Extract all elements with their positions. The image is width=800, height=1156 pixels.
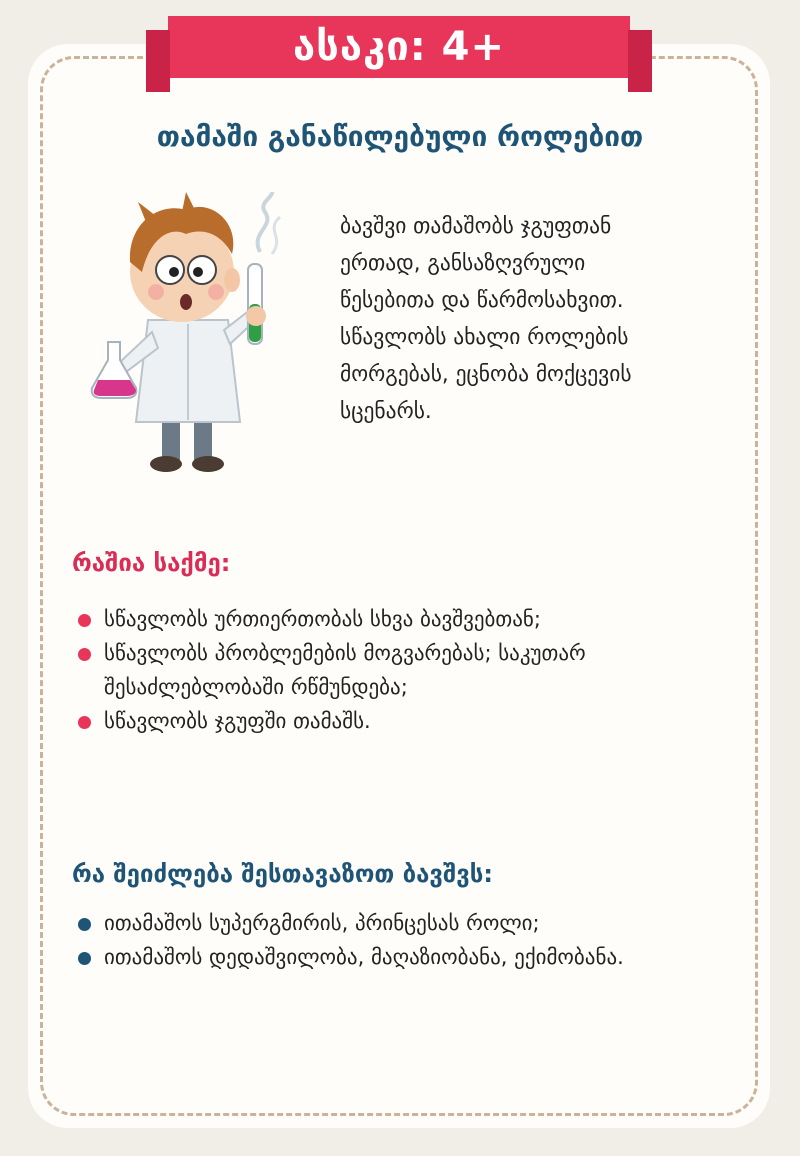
description-line: ერთად, განსაზღვრული <box>340 251 586 276</box>
list-item: სწავლობს პრობლემების მოგვარებას; საკუთარ შესაძლებლობაში რწმუნდება; <box>72 636 762 704</box>
list-item: ითამაშოს დედაშვილობა, მაღაზიობანა, ექიმობანა. <box>72 940 762 974</box>
age-ribbon-wrap <box>0 0 800 110</box>
description-line: წესებითა და წარმოსახვით. <box>340 288 624 313</box>
description-line: სწავლობს ახალი როლების <box>340 325 629 350</box>
help-heading: რა შეიძლება შესთავაზოთ ბავშვს: <box>72 860 493 888</box>
list-item: ითამაშოს სუპერგმირის, პრინცესას როლი; <box>72 906 762 940</box>
description <box>340 208 750 430</box>
bullet-dot-icon <box>78 716 91 729</box>
page-title: თამაში განაწილებული როლებით <box>156 120 644 153</box>
bullet-dot-icon <box>78 918 91 931</box>
scientist-child-illustration <box>90 192 320 484</box>
description-line: მორგებას, ეცნობა მოქცევის <box>340 362 632 387</box>
bullet-dot-icon <box>78 614 91 627</box>
skills-list <box>72 602 762 738</box>
description-line: ბავშვი თამაშობს ჯგუფთან <box>340 214 612 239</box>
list-item: სწავლობს ჯგუფში თამაშს. <box>72 704 762 738</box>
bullet-dot-icon <box>78 952 91 965</box>
age-ribbon <box>168 16 630 78</box>
bullet-dot-icon <box>78 648 91 661</box>
list-item: სწავლობს ურთიერთობას სხვა ბავშვებთან; <box>72 602 762 636</box>
age-label: ასაკი: 4+ <box>292 24 506 70</box>
description-line: სცენარს. <box>340 399 432 424</box>
help-list <box>72 906 762 974</box>
skills-heading: რაშია საქმე: <box>72 549 231 577</box>
